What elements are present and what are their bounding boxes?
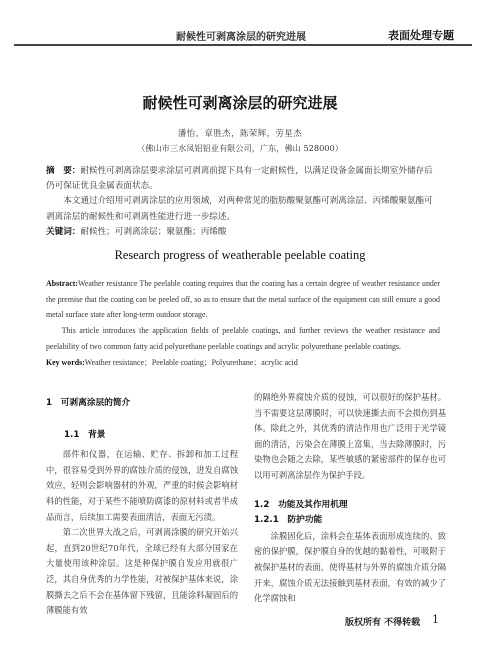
section-1-2-heading: 1.2 功能及其作用机理 [254, 499, 348, 510]
abstract-en-text-2: This article introduces the application fields of peelable coatings, and further reviews the weather resistance and peelability of two common fatty acid polyurethane peelable coatings and acrylic polyurethane peelable coatings. [46, 326, 440, 351]
section-1-1-heading: 1.1 背景 [64, 429, 106, 440]
body-paragraph-4: 涂膜固化后，涂料会在基体表面形成连续的、致密的保护膜，保护膜自身的优越的黏着性，可吸附于被保护基材的表面，使得基材与外界的腐蚀介质分隔开来，腐蚀介质无法接触到基材表面，有效的减少了化学腐蚀和 [254, 530, 446, 604]
abstract-en [46, 276, 440, 370]
body-paragraph-2: 第二次世界大战之后，可剥离涂膜的研究开始兴起，直到20世纪70年代，全球已经有大部分国家在大量使用该种涂层。这是种保护膜自发应用就很广泛，其自身优秀的力学性能，对被保护基体来说，涂膜撕去之后不会在基体留下残留，且能涂料凝固后的薄膜能有效 [46, 527, 238, 616]
body-paragraph-1: 部件和仪器，在运输、贮存、拆卸和加工过程中，很容易受到外界的腐蚀介质的侵蚀，进发自腐蚀效应，轻则会影响器材的外观，严重的时候会影响材料的性能，对于某些不能喷防腐漆的原材料或者半成品而言，后续加工需要表面清洁，表面无污渍。 [46, 449, 238, 522]
abstract-en-para-1 [46, 276, 440, 323]
keywords-en-label: Key words: [46, 357, 85, 367]
affiliation: （佛山市三水凤铝铝业有限公司，广东，佛山 528000） [137, 143, 343, 153]
abstract-zh-para-1 [46, 164, 440, 194]
abstract-en-label: Abstract: [46, 279, 78, 288]
authors: 潘怡，章胜杰，陈荣辉，劳星杰 [177, 128, 303, 138]
body-column-left [46, 390, 238, 619]
keywords-zh: 耐候性；可剥离涂层；聚氨酯；丙烯酸 [80, 226, 227, 237]
section-1-heading: 1 可剥离涂层的简介 [46, 398, 131, 408]
paper-title-zh: 耐候性可剥离涂层的研究进展 [142, 94, 338, 112]
abstract-en-text-1: Weather resistance The peelable coating requires that the coating has a certain degree of weather resistance under the premise that the coating can be peeled off, so as to ensure that the metal surface of the equipment can still ensure a good metal surface state after long-term outdoor storage. [46, 279, 440, 320]
keywords-en: Weather resistance；Peelable coating；Polyurethane；acrylic acid [84, 357, 298, 367]
paper-title-en: Research progress of weatherable peelable coating [114, 248, 366, 262]
running-title: 耐候性可剥离涂层的研究进展 [176, 32, 306, 43]
keywords-zh-line [46, 225, 440, 240]
keywords-label: 关键词： [46, 226, 81, 237]
page-header [0, 0, 480, 46]
body-paragraph-3: 的隔绝外界腐蚀介质的侵蚀，可以很好的保护基材。当不需要这层薄膜时，可以快速撕去而不会损伤到基体。除此之外，其优秀的清洁作用也广泛用于光学镜面的清洁，污染会在薄膜上富集，当去除薄膜时，污染物也会随之去除，某些敏感的紧密部件的保存也可以用可剥离涂层作为保护手段。 [254, 392, 446, 480]
header-rule [14, 44, 472, 46]
abstract-label: 摘 要： [46, 166, 81, 176]
abstract-zh-text-1: 耐候性可剥离涂层要求涂层可剥离前提下具有一定耐候性，以满足设备金属面长期室外储存后仍可保证优良金属表面状态。 [46, 166, 433, 192]
body-column-right [254, 390, 446, 607]
abstract-zh-text-2: 本文通过介绍用可剥离涂层的应用领域，对两种常见的脂肪酸聚氨酯可剥离涂层、丙烯酸聚氨酯可剥离涂层的耐候性和可剥离性能进行进一步综述。 [46, 196, 433, 222]
keywords-en-line [46, 355, 440, 371]
copyright-notice: 版权所有 不得转载 [345, 618, 421, 628]
section-label: 表面处理专题 [388, 29, 454, 42]
section-1-2-1-heading: 1.2.1 防护功能 [254, 515, 323, 526]
page-number: 1 [432, 613, 439, 626]
abstract-zh [46, 164, 440, 240]
